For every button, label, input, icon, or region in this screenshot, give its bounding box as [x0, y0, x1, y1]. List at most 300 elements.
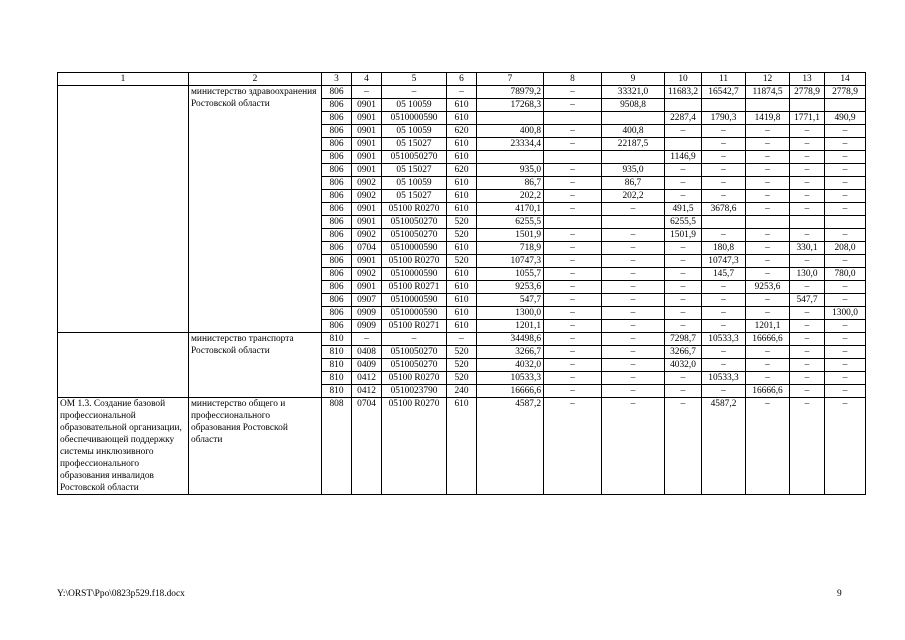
table-cell: –: [825, 151, 866, 164]
table-cell: –: [544, 359, 602, 372]
table-cell: –: [825, 203, 866, 216]
table-cell: –: [825, 398, 866, 495]
table-cell: [477, 112, 544, 125]
table-cell: –: [665, 177, 702, 190]
table-cell: –: [790, 398, 825, 495]
table-cell: 202,2: [602, 190, 665, 203]
table-cell: 610: [447, 307, 477, 320]
table-cell: –: [665, 190, 702, 203]
table-cell: 935,0: [602, 164, 665, 177]
table-cell: –: [825, 177, 866, 190]
table-cell: 1201,1: [477, 320, 544, 333]
table-cell: –: [602, 268, 665, 281]
table-cell: 2778,9: [790, 86, 825, 99]
table-cell: 520: [447, 229, 477, 242]
table-cell: 0412: [352, 372, 382, 385]
table-cell: 3678,6: [702, 203, 746, 216]
table-cell: 2778,9: [825, 86, 866, 99]
table-cell: 7298,7: [665, 333, 702, 346]
table-cell: 9253,6: [746, 281, 790, 294]
table-cell: –: [665, 294, 702, 307]
table-cell: 05 15027: [382, 138, 447, 151]
table-cell: 520: [447, 255, 477, 268]
table-cell: 935,0: [477, 164, 544, 177]
table-cell: 610: [447, 242, 477, 255]
table-cell: 0510000590: [382, 307, 447, 320]
table-cell: –: [746, 242, 790, 255]
table-cell: –: [544, 398, 602, 495]
column-header: 9: [602, 73, 665, 86]
table-cell: –: [790, 151, 825, 164]
table-cell: 0510000590: [382, 242, 447, 255]
table-cell: 810: [322, 385, 352, 398]
table-cell: 0510050270: [382, 229, 447, 242]
table-cell: [702, 99, 746, 112]
table-cell: [602, 112, 665, 125]
table-cell: –: [746, 164, 790, 177]
table-cell: –: [544, 372, 602, 385]
column-header: 1: [58, 73, 189, 86]
table-cell: –: [382, 333, 447, 346]
table-cell: –: [746, 203, 790, 216]
table-cell: [790, 216, 825, 229]
table-cell: –: [544, 203, 602, 216]
table-cell: 620: [447, 125, 477, 138]
table-cell: –: [665, 320, 702, 333]
table-cell: –: [544, 346, 602, 359]
column-header: 4: [352, 73, 382, 86]
table-cell: 10747,3: [477, 255, 544, 268]
table-cell: 0907: [352, 294, 382, 307]
table-cell: 16542,7: [702, 86, 746, 99]
table-cell: 0510023790: [382, 385, 447, 398]
table-cell: –: [602, 242, 665, 255]
table-cell: 180,8: [702, 242, 746, 255]
table-cell: 6255,5: [665, 216, 702, 229]
table-cell: 490,9: [825, 112, 866, 125]
table-cell: 9253,6: [477, 281, 544, 294]
table-cell: 520: [447, 359, 477, 372]
table-cell: 05 15027: [382, 164, 447, 177]
table-cell: –: [702, 229, 746, 242]
table-cell: –: [790, 359, 825, 372]
table-cell: –: [544, 255, 602, 268]
table-cell: 520: [447, 372, 477, 385]
table-cell: 2287,4: [665, 112, 702, 125]
table-cell: [602, 151, 665, 164]
table-cell: 547,7: [477, 294, 544, 307]
table-cell: –: [544, 138, 602, 151]
table-cell: 806: [322, 294, 352, 307]
table-cell: 78979,2: [477, 86, 544, 99]
table-cell: 05100 R0270: [382, 255, 447, 268]
table-cell: 810: [322, 346, 352, 359]
table-row: [58, 333, 866, 346]
table-cell: 05 10059: [382, 177, 447, 190]
footer-file-path: Y:\ORST\Ppo\0823p529.f18.docx: [57, 589, 185, 599]
table-cell: [477, 151, 544, 164]
table-cell: 610: [447, 398, 477, 495]
table-cell: 10533,3: [702, 333, 746, 346]
table-cell: 05 15027: [382, 190, 447, 203]
table-cell: 806: [322, 112, 352, 125]
table-cell: 0909: [352, 307, 382, 320]
column-header: 13: [790, 73, 825, 86]
table-cell: –: [790, 138, 825, 151]
table-cell: 1501,9: [665, 229, 702, 242]
table-cell: –: [746, 268, 790, 281]
table-cell: 806: [322, 125, 352, 138]
table-cell: 520: [447, 216, 477, 229]
table-cell: –: [746, 372, 790, 385]
table-cell: –: [702, 294, 746, 307]
table-cell: –: [702, 138, 746, 151]
table-cell: –: [790, 164, 825, 177]
table-cell: 05 10059: [382, 125, 447, 138]
table-cell: 0901: [352, 125, 382, 138]
table-cell: 806: [322, 164, 352, 177]
column-header: 6: [447, 73, 477, 86]
table-cell: 17268,3: [477, 99, 544, 112]
table-cell: 0901: [352, 99, 382, 112]
table-cell: 3266,7: [477, 346, 544, 359]
table-cell: –: [746, 229, 790, 242]
header-row: [58, 73, 866, 86]
table-cell: 130,0: [790, 268, 825, 281]
table-cell: [544, 216, 602, 229]
table-cell: –: [602, 255, 665, 268]
table-cell: 610: [447, 151, 477, 164]
table-cell: 10533,3: [702, 372, 746, 385]
table-cell: –: [544, 385, 602, 398]
table-cell: 0510000590: [382, 268, 447, 281]
table-cell: 520: [447, 346, 477, 359]
executor-cell: министерство общего и профессионального образования Ростовской области: [189, 398, 322, 495]
table-cell: 491,5: [665, 203, 702, 216]
table-cell: 4170,1: [477, 203, 544, 216]
table-cell: 9508,8: [602, 99, 665, 112]
table-cell: 0510050270: [382, 346, 447, 359]
table-cell: 547,7: [790, 294, 825, 307]
column-header: 11: [702, 73, 746, 86]
table-cell: 1419,8: [746, 112, 790, 125]
table-cell: –: [746, 307, 790, 320]
table-cell: [665, 99, 702, 112]
table-cell: 806: [322, 255, 352, 268]
column-header: 12: [746, 73, 790, 86]
table-cell: –: [702, 385, 746, 398]
table-cell: 05100 R0270: [382, 372, 447, 385]
table-cell: –: [790, 372, 825, 385]
table-cell: 620: [447, 164, 477, 177]
table-cell: 0408: [352, 346, 382, 359]
column-header: 3: [322, 73, 352, 86]
table-cell: 34498,6: [477, 333, 544, 346]
table-cell: 806: [322, 242, 352, 255]
table-cell: –: [790, 307, 825, 320]
table-cell: 610: [447, 320, 477, 333]
table-cell: –: [825, 333, 866, 346]
table-cell: –: [544, 333, 602, 346]
column-header: 10: [665, 73, 702, 86]
table-cell: 400,8: [477, 125, 544, 138]
table-cell: –: [602, 385, 665, 398]
table-cell: 4587,2: [477, 398, 544, 495]
table-cell: –: [665, 281, 702, 294]
table-cell: –: [702, 307, 746, 320]
table-cell: –: [447, 86, 477, 99]
table-cell: 05100 R0270: [382, 203, 447, 216]
table-cell: –: [602, 333, 665, 346]
table-cell: 16666,6: [477, 385, 544, 398]
table-cell: 810: [322, 333, 352, 346]
table-cell: –: [746, 255, 790, 268]
table-cell: 0901: [352, 281, 382, 294]
table-cell: –: [790, 333, 825, 346]
table-cell: –: [790, 177, 825, 190]
table-cell: –: [544, 177, 602, 190]
table-cell: –: [825, 138, 866, 151]
table-cell: 1771,1: [790, 112, 825, 125]
table-cell: –: [825, 255, 866, 268]
table-cell: –: [702, 151, 746, 164]
table-cell: –: [790, 203, 825, 216]
table-cell: –: [790, 281, 825, 294]
table-cell: –: [746, 294, 790, 307]
budget-table: [57, 72, 866, 495]
table-cell: –: [602, 359, 665, 372]
table-cell: 610: [447, 112, 477, 125]
table-cell: 0409: [352, 359, 382, 372]
table-cell: –: [825, 385, 866, 398]
table-cell: 33321,0: [602, 86, 665, 99]
table-cell: –: [665, 125, 702, 138]
table-cell: 1146,9: [665, 151, 702, 164]
table-cell: 808: [322, 398, 352, 495]
table-cell: –: [544, 190, 602, 203]
table-cell: [702, 216, 746, 229]
table-cell: 400,8: [602, 125, 665, 138]
table-cell: –: [602, 346, 665, 359]
table-cell: [746, 216, 790, 229]
table-cell: 610: [447, 268, 477, 281]
table-cell: [665, 138, 702, 151]
table-cell: 0902: [352, 177, 382, 190]
table-cell: [825, 216, 866, 229]
table-cell: –: [665, 385, 702, 398]
table-cell: –: [602, 281, 665, 294]
table-cell: 0901: [352, 203, 382, 216]
executor-cell: министерство здравоохранения Ростовской области: [189, 86, 322, 333]
table-cell: –: [790, 190, 825, 203]
table-cell: 610: [447, 177, 477, 190]
table-cell: 0510050270: [382, 216, 447, 229]
table-cell: 0901: [352, 164, 382, 177]
column-header: 5: [382, 73, 447, 86]
table-cell: 806: [322, 229, 352, 242]
table-row: [58, 86, 866, 99]
table-cell: –: [544, 281, 602, 294]
table-cell: [790, 99, 825, 112]
measure-name-cell: [58, 86, 189, 333]
table-cell: 16666,6: [746, 385, 790, 398]
table-cell: 806: [322, 99, 352, 112]
table-cell: 1300,0: [477, 307, 544, 320]
table-cell: –: [702, 346, 746, 359]
table-cell: –: [665, 255, 702, 268]
table-cell: 11874,5: [746, 86, 790, 99]
table-cell: 22187,5: [602, 138, 665, 151]
table-cell: –: [825, 320, 866, 333]
table-cell: –: [702, 190, 746, 203]
table-cell: –: [665, 372, 702, 385]
table-cell: 208,0: [825, 242, 866, 255]
table-cell: 0704: [352, 242, 382, 255]
table-cell: 806: [322, 268, 352, 281]
table-cell: –: [665, 164, 702, 177]
table-cell: –: [665, 268, 702, 281]
table-cell: 806: [322, 138, 352, 151]
table-cell: –: [825, 125, 866, 138]
table-cell: 718,9: [477, 242, 544, 255]
table-cell: 05100 R0271: [382, 281, 447, 294]
table-cell: 806: [322, 203, 352, 216]
table-cell: 16666,6: [746, 333, 790, 346]
table-cell: 610: [447, 281, 477, 294]
table-cell: 0510000590: [382, 112, 447, 125]
table-cell: 1790,3: [702, 112, 746, 125]
table-cell: [602, 216, 665, 229]
table-cell: –: [382, 86, 447, 99]
table-cell: –: [602, 307, 665, 320]
table-cell: –: [746, 346, 790, 359]
table-cell: [544, 151, 602, 164]
table-cell: 4587,2: [702, 398, 746, 495]
table-cell: –: [352, 86, 382, 99]
table-cell: –: [544, 99, 602, 112]
table-cell: 330,1: [790, 242, 825, 255]
table-cell: –: [790, 255, 825, 268]
table-cell: 610: [447, 203, 477, 216]
table-cell: 05100 R0270: [382, 398, 447, 495]
table-cell: –: [790, 125, 825, 138]
table-cell: –: [746, 125, 790, 138]
table-cell: –: [602, 372, 665, 385]
table-cell: –: [544, 125, 602, 138]
table-cell: 0901: [352, 112, 382, 125]
table-cell: –: [447, 333, 477, 346]
table-cell: –: [665, 398, 702, 495]
table-cell: –: [602, 203, 665, 216]
table-cell: –: [746, 177, 790, 190]
table-cell: –: [544, 320, 602, 333]
table-cell: –: [825, 346, 866, 359]
table-cell: 11683,2: [665, 86, 702, 99]
table-cell: 806: [322, 86, 352, 99]
table-cell: 806: [322, 216, 352, 229]
table-cell: 0909: [352, 320, 382, 333]
table-cell: 806: [322, 320, 352, 333]
column-header: 8: [544, 73, 602, 86]
table-cell: 810: [322, 359, 352, 372]
table-cell: 0704: [352, 398, 382, 495]
table-cell: 86,7: [602, 177, 665, 190]
table-cell: 0901: [352, 151, 382, 164]
table-cell: 4032,0: [665, 359, 702, 372]
table-cell: 23334,4: [477, 138, 544, 151]
table-cell: [746, 99, 790, 112]
table-cell: 3266,7: [665, 346, 702, 359]
table-cell: 806: [322, 307, 352, 320]
table-cell: –: [702, 177, 746, 190]
table-cell: –: [746, 398, 790, 495]
table-cell: –: [825, 372, 866, 385]
table-cell: –: [544, 164, 602, 177]
table-cell: 05100 R0271: [382, 320, 447, 333]
table-cell: –: [702, 164, 746, 177]
table-cell: 05 10059: [382, 99, 447, 112]
table-cell: –: [352, 333, 382, 346]
table-cell: –: [665, 242, 702, 255]
table-cell: 806: [322, 151, 352, 164]
table-cell: 202,2: [477, 190, 544, 203]
table-cell: –: [544, 294, 602, 307]
table-cell: 10533,3: [477, 372, 544, 385]
table-cell: 810: [322, 372, 352, 385]
table-cell: 806: [322, 177, 352, 190]
table-cell: –: [544, 307, 602, 320]
table-cell: 0901: [352, 255, 382, 268]
table-cell: –: [702, 320, 746, 333]
table-cell: 610: [447, 138, 477, 151]
column-header: 14: [825, 73, 866, 86]
table-cell: –: [602, 229, 665, 242]
table-cell: 0902: [352, 190, 382, 203]
table-cell: 6255,5: [477, 216, 544, 229]
table-cell: 0901: [352, 216, 382, 229]
table-cell: 806: [322, 281, 352, 294]
table-cell: –: [825, 190, 866, 203]
table-cell: –: [544, 268, 602, 281]
table-cell: –: [702, 359, 746, 372]
table-cell: –: [602, 320, 665, 333]
table-cell: –: [665, 307, 702, 320]
measure-name-cell: [58, 333, 189, 398]
table-cell: 806: [322, 190, 352, 203]
table-cell: 1300,0: [825, 307, 866, 320]
table-cell: 0510000590: [382, 294, 447, 307]
table-cell: 86,7: [477, 177, 544, 190]
table-cell: –: [544, 242, 602, 255]
table-cell: 0510050270: [382, 359, 447, 372]
table-cell: [825, 99, 866, 112]
column-header: 2: [189, 73, 322, 86]
table-cell: 1201,1: [746, 320, 790, 333]
table-cell: –: [825, 359, 866, 372]
executor-cell: министерство транспорта Ростовской области: [189, 333, 322, 398]
table-cell: –: [602, 294, 665, 307]
table-cell: –: [544, 229, 602, 242]
table-cell: –: [544, 86, 602, 99]
table-cell: –: [746, 190, 790, 203]
table-cell: [544, 112, 602, 125]
table-cell: –: [746, 151, 790, 164]
table-cell: 240: [447, 385, 477, 398]
table-cell: 610: [447, 190, 477, 203]
table-cell: 10747,3: [702, 255, 746, 268]
column-header: 7: [477, 73, 544, 86]
table-cell: 610: [447, 99, 477, 112]
